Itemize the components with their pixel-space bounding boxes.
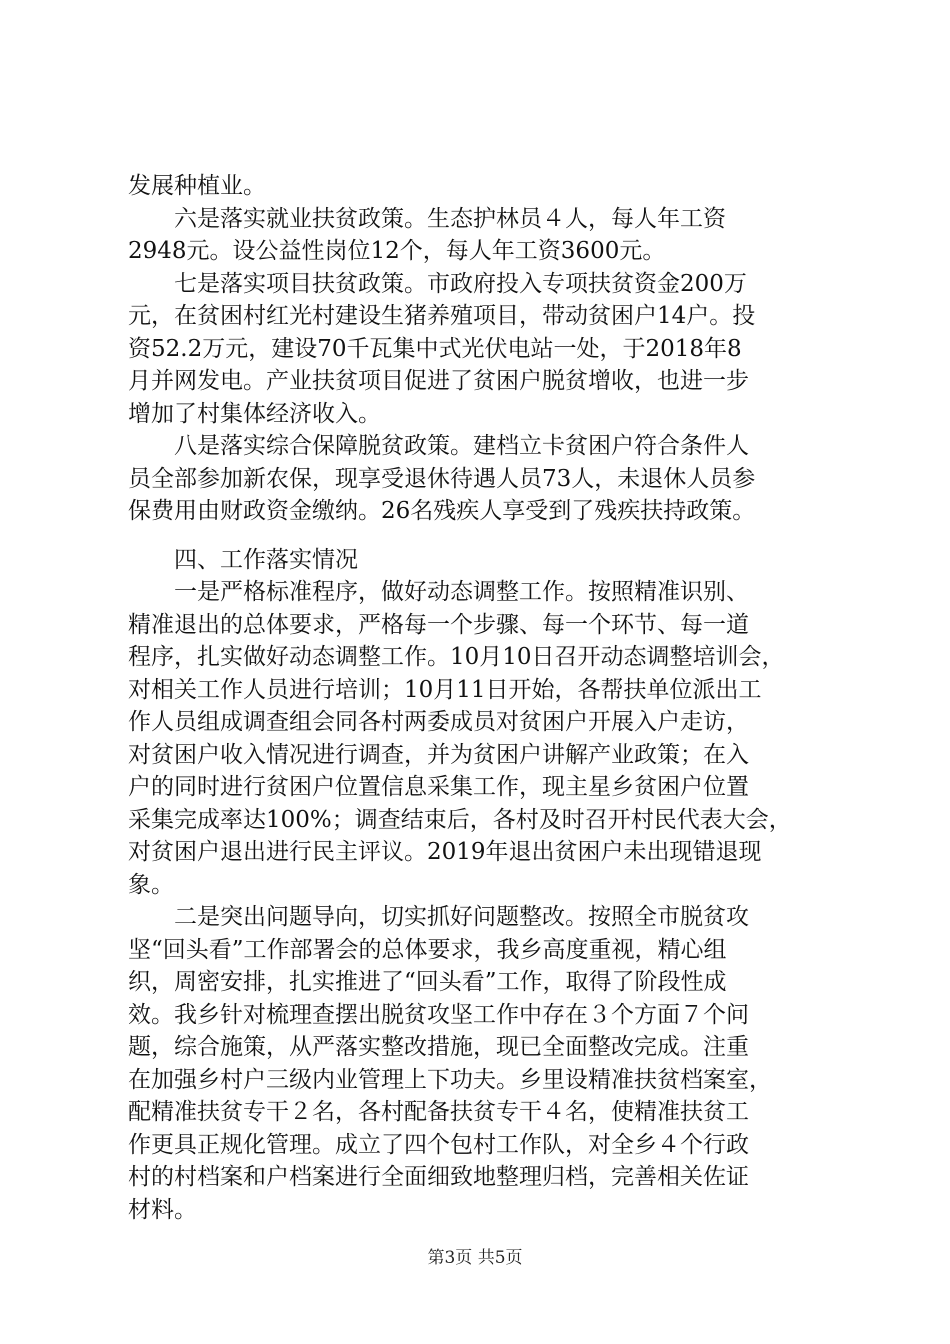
text-line: 保费用由财政资金缴纳。26名残疾人享受到了残疾扶持政策。 bbox=[128, 498, 756, 524]
text-line: 坚“回头看”工作部署会的总体要求，我乡高度重视，精心组 bbox=[128, 936, 727, 963]
text-line: 作人员组成调查组会同各村两委成员对贫困户开展入户走访， bbox=[128, 709, 749, 735]
text-line: 月并网发电。产业扶贫项目促进了贫困户脱贫增收，也进一步 bbox=[128, 368, 749, 394]
text-line: 村的村档案和户档案进行全面细致地整理归档，完善相关佐证 bbox=[128, 1164, 749, 1190]
text-line: 精准退出的总体要求，严格每一个步骤、每一个环节、每一道 bbox=[128, 611, 749, 638]
text-line: 户的同时进行贫困户位置信息采集工作，现主星乡贫困户位置 bbox=[128, 774, 749, 800]
text-line: 象。 bbox=[128, 871, 174, 898]
text-line: 作更具正规化管理。成立了四个包村工作队，对全乡４个行政 bbox=[128, 1131, 749, 1158]
text-line: 资52.2万元，建设70千瓦集中式光伏电站一处，于2018年8 bbox=[128, 335, 742, 362]
text-line: 对贫困户退出进行民主评议。2019年退出贫困户未出现错退现 bbox=[128, 839, 762, 865]
text-line: 效。我乡针对梳理查摆出脱贫攻坚工作中存在３个方面７个问 bbox=[128, 1001, 749, 1028]
text-line: 配精准扶贫专干２名，各村配备扶贫专干４名，使精准扶贫工 bbox=[128, 1099, 749, 1125]
text-line: 在加强乡村户三级内业管理上下功夫。乡里设精准扶贫档案室， bbox=[128, 1066, 772, 1093]
text-line: 员全部参加新农保，现享受退休待遇人员73人，未退休人员参 bbox=[128, 465, 756, 492]
text-line: 材料。 bbox=[128, 1196, 197, 1223]
page-number-footer: 第3页 共5页 bbox=[427, 1248, 523, 1268]
text-line: 增加了村集体经济收入。 bbox=[128, 400, 381, 427]
text-line: 2948元。设公益性岗位12个，每人年工资3600元。 bbox=[128, 238, 666, 264]
text-line: 八是落实综合保障脱贫政策。建档立卡贫困户符合条件人 bbox=[128, 433, 749, 459]
text-line: 七是落实项目扶贫政策。市政府投入专项扶贫资金200万 bbox=[128, 270, 747, 297]
text-line: 对贫困户收入情况进行调查，并为贫困户讲解产业政策；在入 bbox=[128, 741, 749, 768]
section-heading: 四、工作落实情况 bbox=[128, 546, 358, 573]
text-line: 采集完成率达100%；调查结束后，各村及时召开村民代表大会， bbox=[128, 806, 792, 833]
text-line: 发展种植业。 bbox=[128, 173, 266, 199]
text-line: 织，周密安排，扎实推进了“回头看”工作，取得了阶段性成 bbox=[128, 969, 727, 995]
text-line: 二是突出问题导向，切实抓好问题整改。按照全市脱贫攻 bbox=[128, 904, 749, 930]
text-line: 六是落实就业扶贫政策。生态护林员４人，每人年工资 bbox=[128, 205, 726, 232]
text-line: 题，综合施策，从严落实整改措施，现已全面整改完成。注重 bbox=[128, 1034, 749, 1060]
text-line: 一是严格标准程序，做好动态调整工作。按照精准识别、 bbox=[128, 579, 749, 605]
text-line: 对相关工作人员进行培训；10月11日开始，各帮扶单位派出工 bbox=[128, 676, 762, 703]
text-line: 程序，扎实做好动态调整工作。10月10日召开动态调整培训会， bbox=[128, 644, 785, 670]
document-body bbox=[128, 170, 828, 1226]
paragraph-gap bbox=[128, 528, 828, 544]
text-line: 元，在贫困村红光村建设生猪养殖项目，带动贫困户14户。投 bbox=[128, 303, 756, 329]
